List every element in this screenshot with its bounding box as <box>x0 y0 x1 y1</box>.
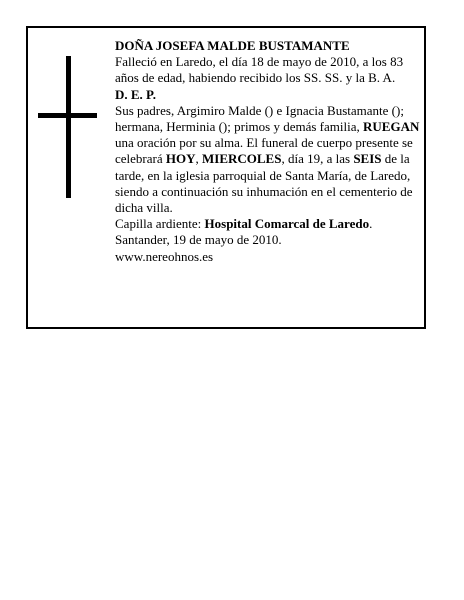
place-date: Santander, 19 de mayo de 2010. <box>115 232 282 248</box>
miercoles-word: MIERCOLES <box>202 151 282 167</box>
obituary-notice <box>26 26 426 329</box>
rip-line: D. E. P. <box>115 86 157 102</box>
cross-icon <box>38 56 98 198</box>
seis-word: SEIS <box>353 151 382 167</box>
family-paragraph: Sus padres, Argimiro Malde () e Ignacia Bustamante (); hermana, Herminia (); primos y demás familia, RUEGAN una oración por su alma. El funeral de cuerpo presente se celebrará HOY, MIERCOLES, día 19, a las SEIS de la tarde, en la iglesia parroquial de Santa María, de Laredo, siendo a continuación su inhumación en el cementerio de dicha villa. <box>115 102 420 216</box>
ruegan-word: RUEGAN <box>363 119 420 135</box>
cross-vertical-bar <box>66 56 71 198</box>
website-text: www.nereohnos.es <box>115 248 214 264</box>
chapel-place: Hospital Comarcal de Laredo <box>204 216 370 232</box>
hoy-word: HOY <box>165 151 196 167</box>
cross-horizontal-bar <box>38 113 97 118</box>
obituary-text <box>115 38 420 265</box>
chapel-line: Capilla ardiente: Hospital Comarcal de Laredo. <box>115 216 373 232</box>
death-details: Falleció en Laredo, el día 18 de mayo de 2010, a los 83 años de edad, habiendo recibido los SS. SS. y la B. A. <box>115 54 404 86</box>
deceased-name: DOÑA JOSEFA MALDE BUSTAMANTE <box>115 38 350 53</box>
